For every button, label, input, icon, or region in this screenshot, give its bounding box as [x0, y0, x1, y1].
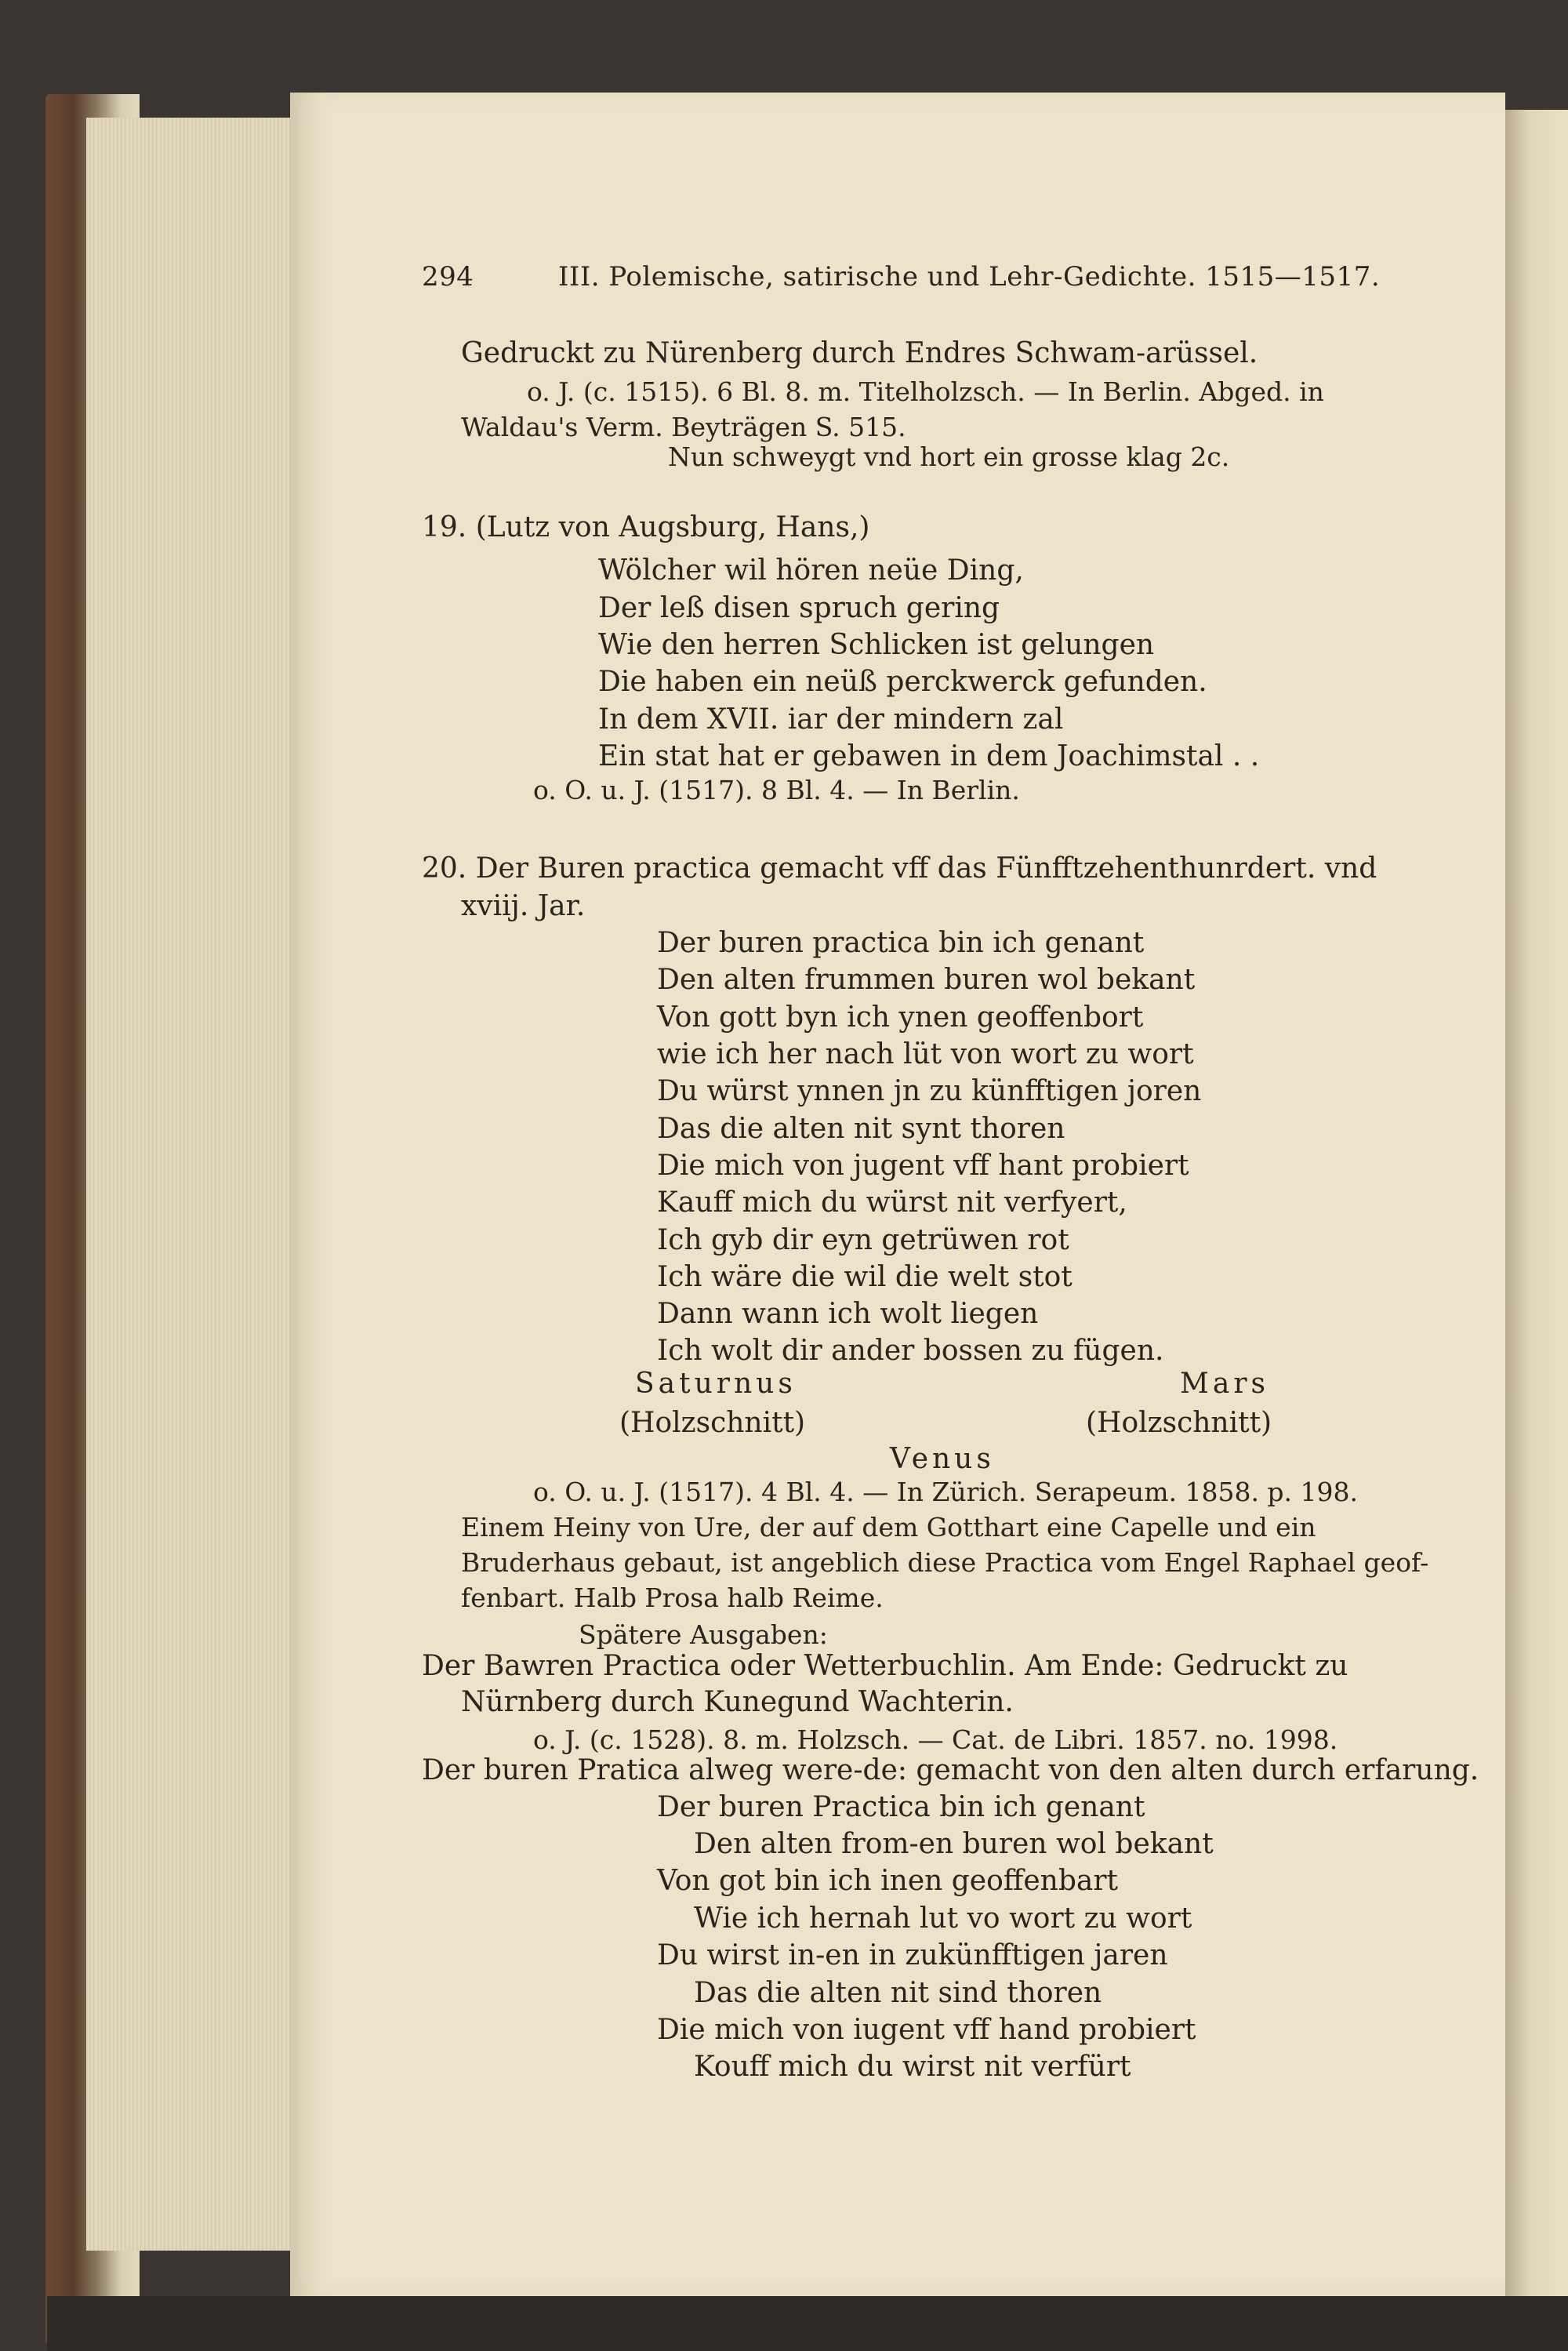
figure-label-venus: Venus — [890, 1443, 995, 1475]
verse-line: Das die alten nit sind thoren — [694, 1977, 1102, 2009]
verse-line: Den alten from-en buren wol bekant — [694, 1828, 1214, 1860]
verse-line: Kauff mich du würst nit verfyert, — [657, 1186, 1127, 1219]
verse-line: Dann wann ich wolt liegen — [657, 1298, 1039, 1330]
verse-line: Du wirst in-en in zukünfftigen jaren — [657, 1939, 1168, 1971]
entry19-note: o. O. u. J. (1517). 8 Bl. 4. — In Berlin. — [533, 775, 1020, 805]
verse-line: Die mich von jugent vff hant probiert — [657, 1150, 1189, 1182]
verse-line: Von gott byn ich ynen geoffenbort — [657, 1001, 1144, 1034]
verse-line: In dem XVII. iar der mindern zal — [598, 703, 1064, 736]
verse-line: Die haben ein neüß perckwerck gefunden. — [598, 666, 1207, 698]
edition-note: o. J. (c. 1528). 8. m. Holzsch. — Cat. de Libri. 1857. no. 1998. — [533, 1724, 1338, 1755]
entry20-heading: xviij. Jar. — [461, 890, 586, 922]
verse-line: Wölcher wil hören neüe Ding, — [598, 554, 1024, 587]
entry20-note: Einem Heiny von Ure, der auf dem Gotthart eine Capelle und ein — [461, 1512, 1316, 1543]
figure-woodcut-left: (Holzschnitt) — [619, 1407, 806, 1439]
verse-line: Der buren practica bin ich genant — [657, 927, 1145, 959]
entry20-note: o. O. u. J. (1517). 4 Bl. 4. — In Zürich. Serapeum. 1858. p. 198. — [533, 1477, 1359, 1507]
verse-line: Ich gyb dir eyn getrüwen rot — [657, 1224, 1069, 1256]
page-stack — [86, 118, 298, 2251]
figure-woodcut-right: (Holzschnitt) — [1086, 1407, 1272, 1439]
entry20-note: fenbart. Halb Prosa halb Reime. — [461, 1582, 884, 1613]
figure-label-mars: Mars — [1180, 1368, 1270, 1400]
verse-line: Ich wolt dir ander bossen zu fügen. — [657, 1335, 1164, 1367]
verse-line: Du würst ynnen jn zu künfftigen joren — [657, 1075, 1202, 1107]
verse-line: Wie den herren Schlicken ist gelungen — [598, 629, 1155, 661]
verse-line: Der leß disen spruch gering — [598, 592, 1000, 624]
page-number: 294 — [422, 261, 474, 293]
verse-line: Von got bin ich inen geoffenbart — [657, 1865, 1119, 1897]
verse-line: Das die alten nit synt thoren — [657, 1113, 1065, 1145]
edition-title: Der Bawren Practica oder Wetterbuchlin. Am Ende: Gedruckt zu — [422, 1650, 1348, 1682]
later-editions-label: Spätere Ausgaben: — [579, 1619, 828, 1650]
verse-line: Der buren Practica bin ich genant — [657, 1791, 1145, 1823]
verse-line: wie ich her nach lüt von wort zu wort — [657, 1038, 1194, 1070]
verse-line: Ich wäre die wil die welt stot — [657, 1261, 1073, 1293]
figure-label-saturnus: Saturnus — [635, 1368, 797, 1400]
entry20-note: Bruderhaus gebaut, ist angeblich diese Practica vom Engel Raphael geof- — [461, 1547, 1429, 1578]
facing-page-edge — [1505, 110, 1568, 2298]
edition-title: Nürnberg durch Kunegund Wachterin. — [461, 1686, 1014, 1718]
entry18-imprint: Gedruckt zu Nürenberg durch Endres Schwam-arüssel. — [461, 337, 1258, 369]
entry19-heading: 19. (Lutz von Augsburg, Hans,) — [422, 511, 870, 543]
entry18-note-line: Waldau's Verm. Beyträgen S. 515. — [461, 412, 906, 442]
edition-title: Der buren Pratica alweg were-de: gemacht von den alten durch erfarung. — [422, 1754, 1479, 1786]
verse-line: Den alten frummen buren wol bekant — [657, 964, 1196, 996]
entry20-heading: 20. Der Buren practica gemacht vff das Fünfftzehenthunrdert. vnd — [422, 852, 1377, 885]
verse-line: Die mich von iugent vff hand probiert — [657, 2014, 1196, 2046]
running-title: III. Polemische, satirische und Lehr-Gedichte. 1515—1517. — [558, 261, 1381, 293]
verse-line: Wie ich hernah lut vo wort zu wort — [694, 1902, 1192, 1935]
verse-line: Kouff mich du wirst nit verfürt — [694, 2051, 1131, 2083]
verse-line: Ein stat hat er gebawen in dem Joachimstal . . — [598, 740, 1260, 772]
entry18-note-line: o. J. (c. 1515). 6 Bl. 8. m. Titelholzsch. — In Berlin. Abged. in — [527, 376, 1324, 407]
background — [47, 2296, 1568, 2351]
entry18-incipit: Nun schweygt vnd hort ein grosse klag 2c. — [668, 441, 1230, 472]
